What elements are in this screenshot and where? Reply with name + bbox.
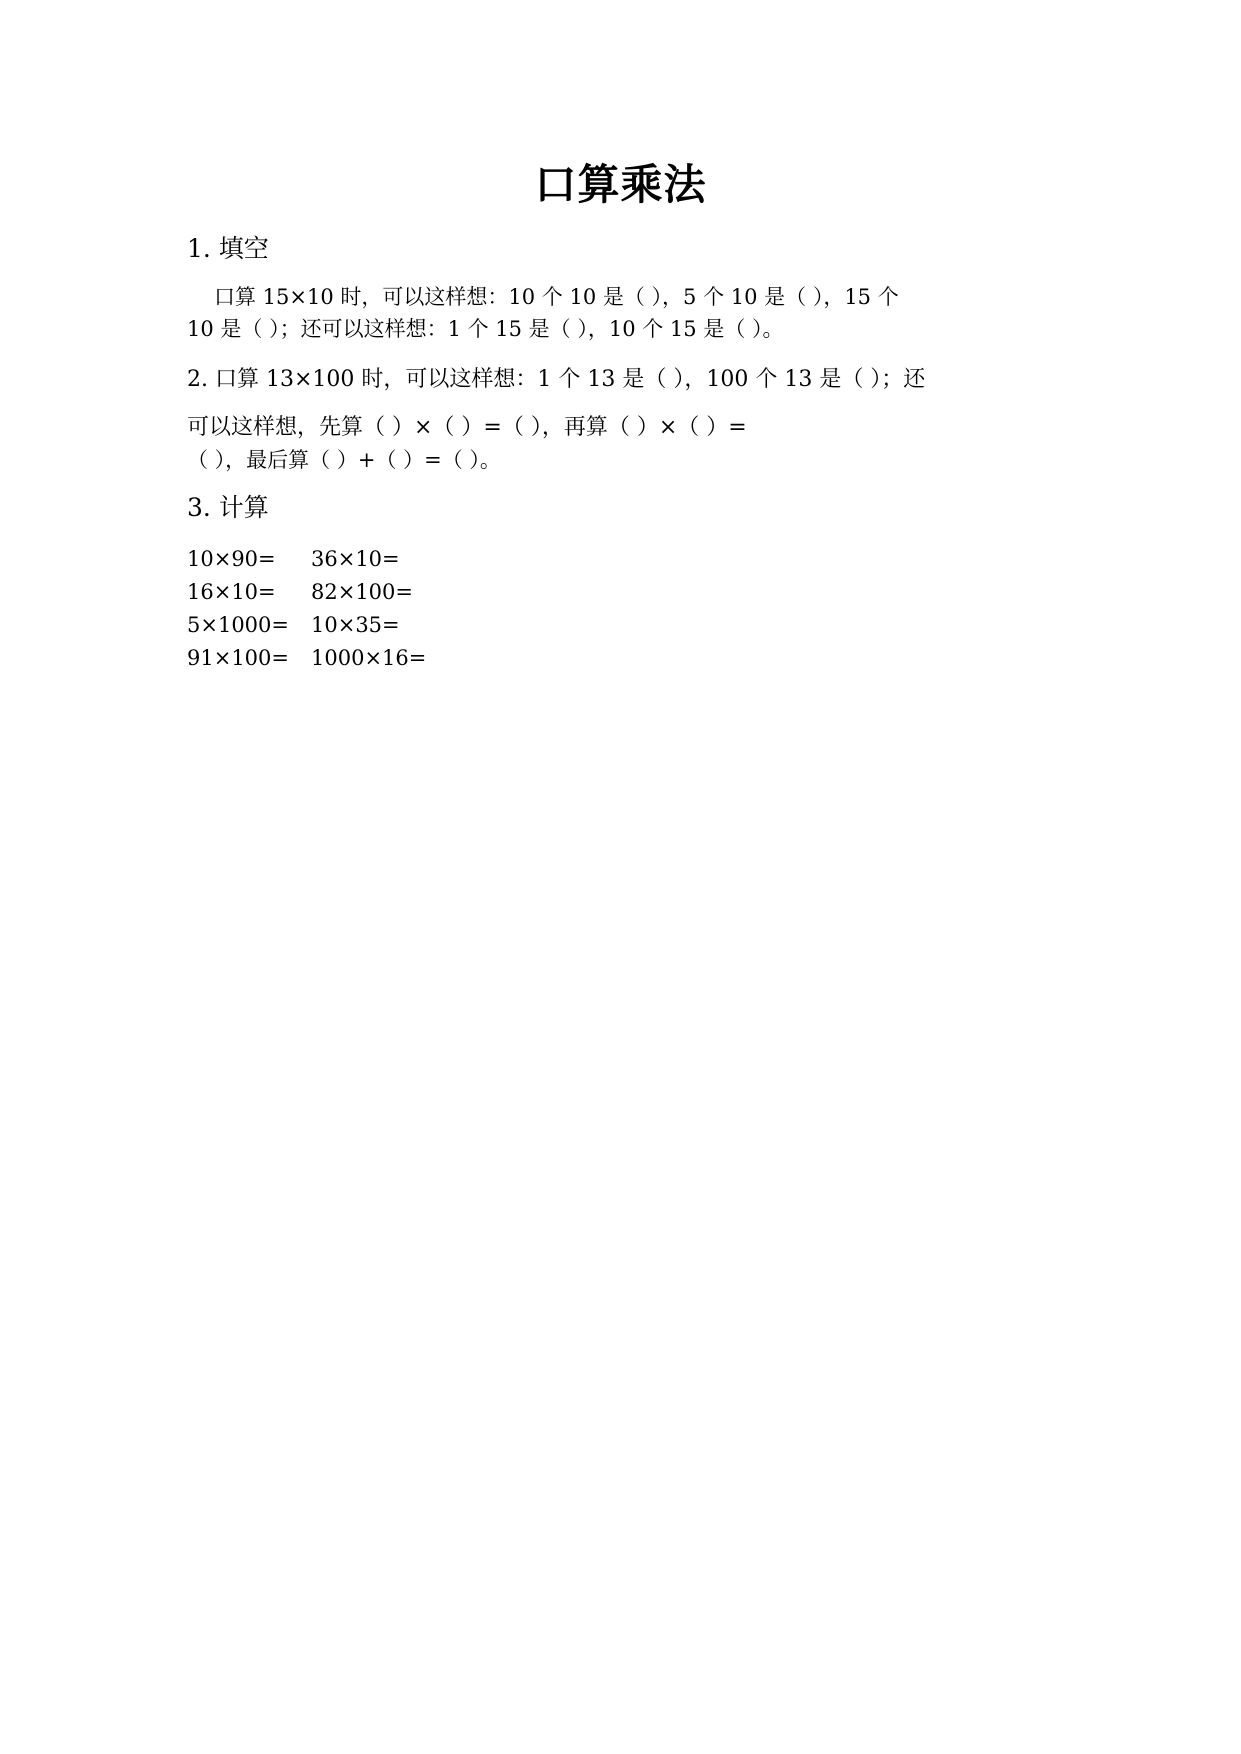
calculation-row <box>187 609 426 642</box>
section-1-line-2: 10 是（ ）；还可以这样想：1 个 15 是（ ），10 个 15 是（ ）。 <box>187 317 784 341</box>
section-2-text <box>187 364 1049 396</box>
section-3-heading: 3. 计算 <box>187 493 269 522</box>
calculation-item: 82×100= <box>311 580 413 604</box>
calculation-item: 10×90= <box>187 547 276 571</box>
page-title: 口算乘法 <box>534 160 707 209</box>
calculation-item: 5×1000= <box>187 613 289 637</box>
section-2-line-2: 可以这样想，先算（ ）×（ ）=（ ），再算（ ）×（ ）= <box>187 415 747 440</box>
calculation-item: 1000×16= <box>311 646 427 670</box>
calculation-row <box>187 642 426 675</box>
section-2-text-continued <box>187 412 1049 476</box>
calculation-item: 10×35= <box>311 613 400 637</box>
section-1-text <box>187 281 1049 345</box>
calculation-item: 16×10= <box>187 580 276 604</box>
section-1-line-1: 口算 15×10 时，可以这样想：10 个 10 是（ ），5 个 10 是（ ），15 个 <box>214 285 899 309</box>
section-2-line-1: 2. 口算 13×100 时，可以这样想：1 个 13 是（ ），100 个 13 是（ ）；还 <box>187 367 926 392</box>
section-1-heading: 1. 填空 <box>187 234 269 263</box>
calculation-row <box>187 576 426 609</box>
calculation-row <box>187 543 426 576</box>
section-2-line-3: （ ），最后算（ ）+（ ）=（ ）。 <box>187 448 501 472</box>
calculation-item: 36×10= <box>311 547 400 571</box>
calculation-item: 91×100= <box>187 646 289 670</box>
calculation-list <box>187 543 426 675</box>
